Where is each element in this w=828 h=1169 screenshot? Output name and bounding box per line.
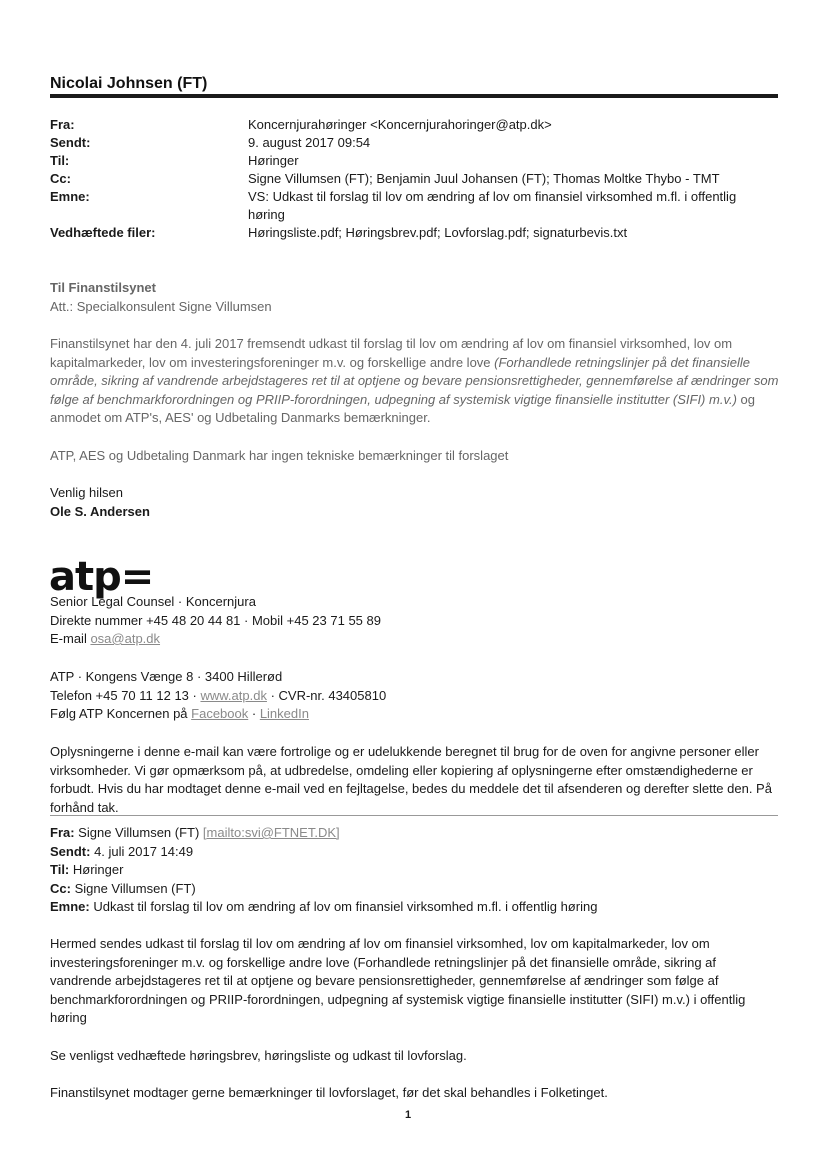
fwd-from-label: Fra:	[50, 825, 75, 840]
website-link[interactable]: www.atp.dk	[200, 687, 267, 703]
para1-text-start: Finanstilsynet har den 4. juli 2017 fremsendt udkast til forslag til lov om ændring af lov om finansiel virksomhed, lov om kapitalmarkeder, lov om investeringsforeninger m.v. og forskellige andre love	[50, 336, 733, 370]
subject-value: VS: Udkast til forslag til lov om ændring af lov om finansiel virksomhed m.fl. i offentlig høring	[248, 189, 737, 222]
fwd-subject-label: Emne:	[50, 899, 90, 914]
fwd-subject-value: Udkast til forslag til lov om ændring af lov om finansiel virksomhed m.fl. i offentlig høring	[89, 899, 598, 914]
body-paragraph-2: ATP, AES og Udbetaling Danmark har ingen tekniske bemærkninger til forslaget	[50, 448, 509, 463]
body-paragraph-1	[50, 335, 780, 428]
closing-text: Venlig hilsen	[50, 485, 123, 500]
header-row-subject	[50, 188, 778, 224]
fwd-cc-line	[50, 880, 780, 899]
to-value: Høringer	[248, 153, 299, 168]
forwarded-header	[50, 824, 780, 917]
fwd-sent-line	[50, 843, 780, 862]
header-row-cc	[50, 170, 778, 188]
forward-separator	[50, 815, 778, 816]
follow-text: Følg ATP Koncernen på	[50, 706, 192, 721]
signature-contact	[50, 593, 780, 649]
signature-address	[50, 668, 780, 724]
email-header	[50, 116, 778, 242]
subject-label: Emne:	[50, 189, 90, 204]
fwd-from-line	[50, 824, 780, 843]
header-row-sent	[50, 134, 778, 152]
telephone-text: Telefon +45 70 11 12 13 ·	[50, 687, 201, 703]
email-link[interactable]: osa@atp.dk	[90, 631, 161, 646]
disclaimer: Oplysningerne i denne e-mail kan være fortrolige og er udelukkende beregnet til brug for de oven for angivne personer eller virksomheder. Vi gør opmærksom på, at udbredelse, omdeling eller kopiering af oplysningerne efter omstændighederne er forbudt. Hvis du har modtaget denne e-mail ved en fejltagelse, bedes du meddele det til afsenderen og derefter slette den. På forhånd tak.	[50, 744, 772, 815]
attachments-label: Vedhæftede filer:	[50, 225, 156, 240]
para1-italic-text: (Forhandlede retningslinjer på det finansielle område, sikring af vandrende arbejdstageres ret til at optjene og bevare pensionsrettigheder, gennemførelse af ændringer som følge af benchmarkforordningen og PRIIP-forordningen, udpegning af systemisk vigtige finansielle institutter (SIFI) m.v.)	[50, 354, 779, 407]
cc-value: Signe Villumsen (FT); Benjamin Juul Johansen (FT); Thomas Moltke Thybo - TMT	[248, 171, 720, 186]
header-row-attachments	[50, 224, 778, 242]
fwd-mailto-link[interactable]: [mailto:svi@FTNET.DK]	[202, 825, 340, 840]
email-label: E-mail	[50, 631, 91, 646]
sender-name: Nicolai Johnsen (FT)	[50, 75, 208, 92]
header-row-to	[50, 152, 778, 170]
linkedin-link[interactable]: LinkedIn	[259, 706, 309, 721]
fwd-subject-line	[50, 898, 780, 917]
link-separator: ·	[248, 706, 260, 721]
from-label: Fra:	[50, 117, 75, 132]
telephone-line	[50, 687, 780, 706]
signature-phones: Direkte nummer +45 48 20 44 81 · Mobil +45 23 71 55 89	[50, 612, 381, 628]
cc-label: Cc:	[50, 171, 71, 186]
signature-email-line	[50, 630, 780, 649]
para1-text-end: og anmodet om ATP's, AES' og Udbetaling Danmarks bemærkninger.	[50, 391, 755, 425]
fwd-sent-label: Sendt:	[50, 843, 91, 859]
greeting-att: Att.: Specialkonsulent Signe Villumsen	[50, 298, 272, 314]
cvr-text: · CVR-nr. 43405810	[266, 687, 387, 703]
atp-logo: atp=	[49, 554, 154, 600]
from-value: Koncernjurahøringer <Koncernjurahoringer@atp.dk>	[248, 117, 552, 132]
greeting-to: Til Finanstilsynet	[50, 280, 156, 295]
fwd-body-paragraph-3: Finanstilsynet modtager gerne bemærkninger til lovforslaget, før det skal behandles i Folketinget.	[50, 1085, 608, 1100]
fwd-cc-value: Signe Villumsen (FT)	[70, 880, 196, 896]
facebook-link[interactable]: Facebook	[191, 706, 249, 721]
header-rule	[50, 94, 778, 98]
greeting	[50, 279, 780, 316]
follow-line	[50, 705, 780, 724]
to-label: Til:	[50, 153, 70, 168]
signature-title: Senior Legal Counsel · Koncernjura	[50, 594, 256, 609]
header-row-from	[50, 116, 778, 134]
sent-value: 9. august 2017 09:54	[248, 135, 371, 150]
fwd-from-value: Signe Villumsen (FT)	[74, 825, 203, 840]
closing-block	[50, 484, 780, 521]
fwd-to-label: Til:	[50, 862, 70, 877]
signer-name: Ole S. Andersen	[50, 503, 150, 519]
page-number: 1	[405, 1109, 412, 1121]
fwd-to-line	[50, 861, 780, 880]
fwd-cc-label: Cc:	[50, 880, 71, 896]
address-line: ATP · Kongens Vænge 8 · 3400 Hillerød	[50, 669, 283, 684]
sent-label: Sendt:	[50, 135, 91, 150]
fwd-body-paragraph-2: Se venligst vedhæftede høringsbrev, høringsliste og udkast til lovforslag.	[50, 1048, 467, 1063]
fwd-to-value: Høringer	[69, 862, 124, 877]
fwd-sent-value: 4. juli 2017 14:49	[90, 843, 194, 859]
attachments-value[interactable]: Høringsliste.pdf; Høringsbrev.pdf; Lovforslag.pdf; signaturbevis.txt	[248, 225, 628, 240]
fwd-body-paragraph-1: Hermed sendes udkast til forslag til lov om ændring af lov om finansiel virksomhed, lov om kapitalmarkeder, lov om investeringsforeninger m.v. og forskellige andre love (Forhandlede retningslinjer på det finansielle område, sikring af vandrende arbejdstageres ret til at optjene og bevare pensionsrettigheder, gennemførelse af ændringer som følge af benchmarkforordningen og PRIIP-forordningen, udpegning af systemisk vigtige finansielle institutter (SIFI) m.v.) i offentlig høring	[50, 936, 746, 1025]
